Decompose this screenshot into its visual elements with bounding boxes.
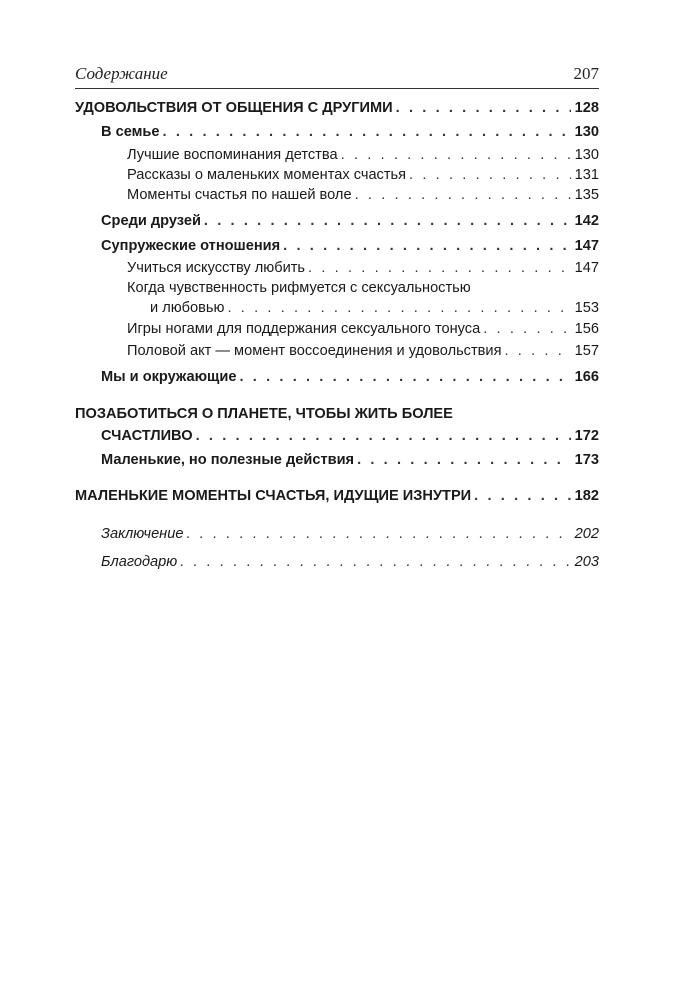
- toc-entry-subsection[interactable]: [127, 258, 599, 278]
- dot-leader: [180, 552, 570, 572]
- toc-entry-page: 182: [574, 488, 599, 504]
- toc-entry-title: Рассказы о маленьких моментах счастья: [127, 167, 407, 183]
- toc-entry-title: Игры ногами для поддержания сексуального тонуса: [127, 321, 481, 337]
- dot-leader: [357, 450, 571, 470]
- toc-entry-subsection[interactable]: [127, 185, 599, 205]
- toc-entry-page: 157: [574, 343, 599, 359]
- toc-entry-title: Заключение: [101, 526, 184, 542]
- toc-entry-page: 142: [574, 213, 599, 229]
- toc-entry-page: 131: [574, 167, 599, 183]
- dot-leader: [204, 211, 571, 231]
- header-rule: [75, 88, 599, 89]
- toc-entry-section[interactable]: [101, 211, 599, 231]
- toc-entry-title: Лучшие воспоминания детства: [127, 147, 338, 163]
- toc-entry-page: 166: [574, 369, 599, 385]
- toc-entry-title: Супружеские отношения: [101, 238, 281, 254]
- dot-leader: [355, 185, 571, 205]
- toc-entry-title: МАЛЕНЬКИЕ МОМЕНТЫ СЧАСТЬЯ, ИДУЩИЕ ИЗНУТРИ: [75, 488, 472, 504]
- toc-entry-subsection[interactable]: [127, 145, 599, 165]
- toc-entry-subsection[interactable]: [127, 341, 599, 361]
- toc-entry-chapter[interactable]: [101, 426, 599, 446]
- toc-entry-page: 147: [574, 260, 599, 276]
- toc-entry-title: Благодарю: [101, 554, 178, 570]
- toc-entry-subsection[interactable]: [150, 298, 599, 318]
- toc-entry-chapter[interactable]: [75, 486, 599, 506]
- dot-leader: [409, 165, 571, 185]
- toc-entry-title-line[interactable]: Когда чувственность рифмуется с сексуальностью: [127, 280, 471, 296]
- toc-entry-page: 173: [574, 452, 599, 468]
- toc-entry-title: В семье: [101, 124, 160, 140]
- dot-leader: [239, 367, 570, 387]
- toc-entry-page: 156: [574, 321, 599, 337]
- toc-entry-page: 153: [574, 300, 599, 316]
- dot-leader: [186, 524, 570, 544]
- toc-entry-conclusion[interactable]: [101, 524, 599, 544]
- toc-entry-acknowledgements[interactable]: [101, 552, 599, 572]
- toc-entry-page: 135: [574, 187, 599, 203]
- dot-leader: [308, 258, 571, 278]
- toc-entry-page: 172: [574, 428, 599, 444]
- toc-entry-title: Маленькие, но полезные действия: [101, 452, 355, 468]
- toc-entry-page: 130: [574, 124, 599, 140]
- dot-leader: [396, 98, 571, 118]
- toc-entry-title: и любовью: [150, 300, 225, 316]
- toc-entry-section[interactable]: [101, 122, 599, 142]
- dot-leader: [341, 145, 571, 165]
- toc-entry-page: 147: [574, 238, 599, 254]
- toc-entry-section[interactable]: [101, 450, 599, 470]
- toc-entry-title-line[interactable]: ПОЗАБОТИТЬСЯ О ПЛАНЕТЕ, ЧТОБЫ ЖИТЬ БОЛЕЕ: [75, 406, 453, 422]
- toc-entry-title: Учиться искусству любить: [127, 260, 306, 276]
- toc-entry-title: Среди друзей: [101, 213, 201, 229]
- dot-leader: [283, 236, 571, 256]
- running-head-title: Содержание: [75, 64, 168, 83]
- toc-entry-title: УДОВОЛЬСТВИЯ ОТ ОБЩЕНИЯ С ДРУГИМИ: [75, 100, 393, 116]
- toc-entry-subsection[interactable]: [127, 165, 599, 185]
- running-head: [75, 58, 599, 84]
- dot-leader: [483, 319, 570, 339]
- page-number: 207: [573, 64, 599, 83]
- toc-entry-title: Моменты счастья по нашей воле: [127, 187, 352, 203]
- toc-entry-title: СЧАСТЛИВО: [101, 428, 193, 444]
- toc-entry-section[interactable]: [101, 236, 599, 256]
- dot-leader: [474, 486, 570, 506]
- toc-entry-title: Половой акт — момент воссоединения и удовольствия: [127, 343, 502, 359]
- dot-leader: [163, 122, 571, 142]
- toc-entry-page: 202: [574, 526, 599, 542]
- toc-entry-page: 130: [574, 147, 599, 163]
- dot-leader: [196, 426, 571, 446]
- toc-entry-page: 203: [574, 554, 599, 570]
- dot-leader: [227, 298, 570, 318]
- toc-entry-chapter[interactable]: [75, 98, 599, 118]
- toc-entry-title: Мы и окружающие: [101, 369, 237, 385]
- toc-entry-page: 128: [574, 100, 599, 116]
- toc-entry-section[interactable]: [101, 367, 599, 387]
- toc-entry-subsection[interactable]: [127, 319, 599, 339]
- dot-leader: [504, 341, 570, 361]
